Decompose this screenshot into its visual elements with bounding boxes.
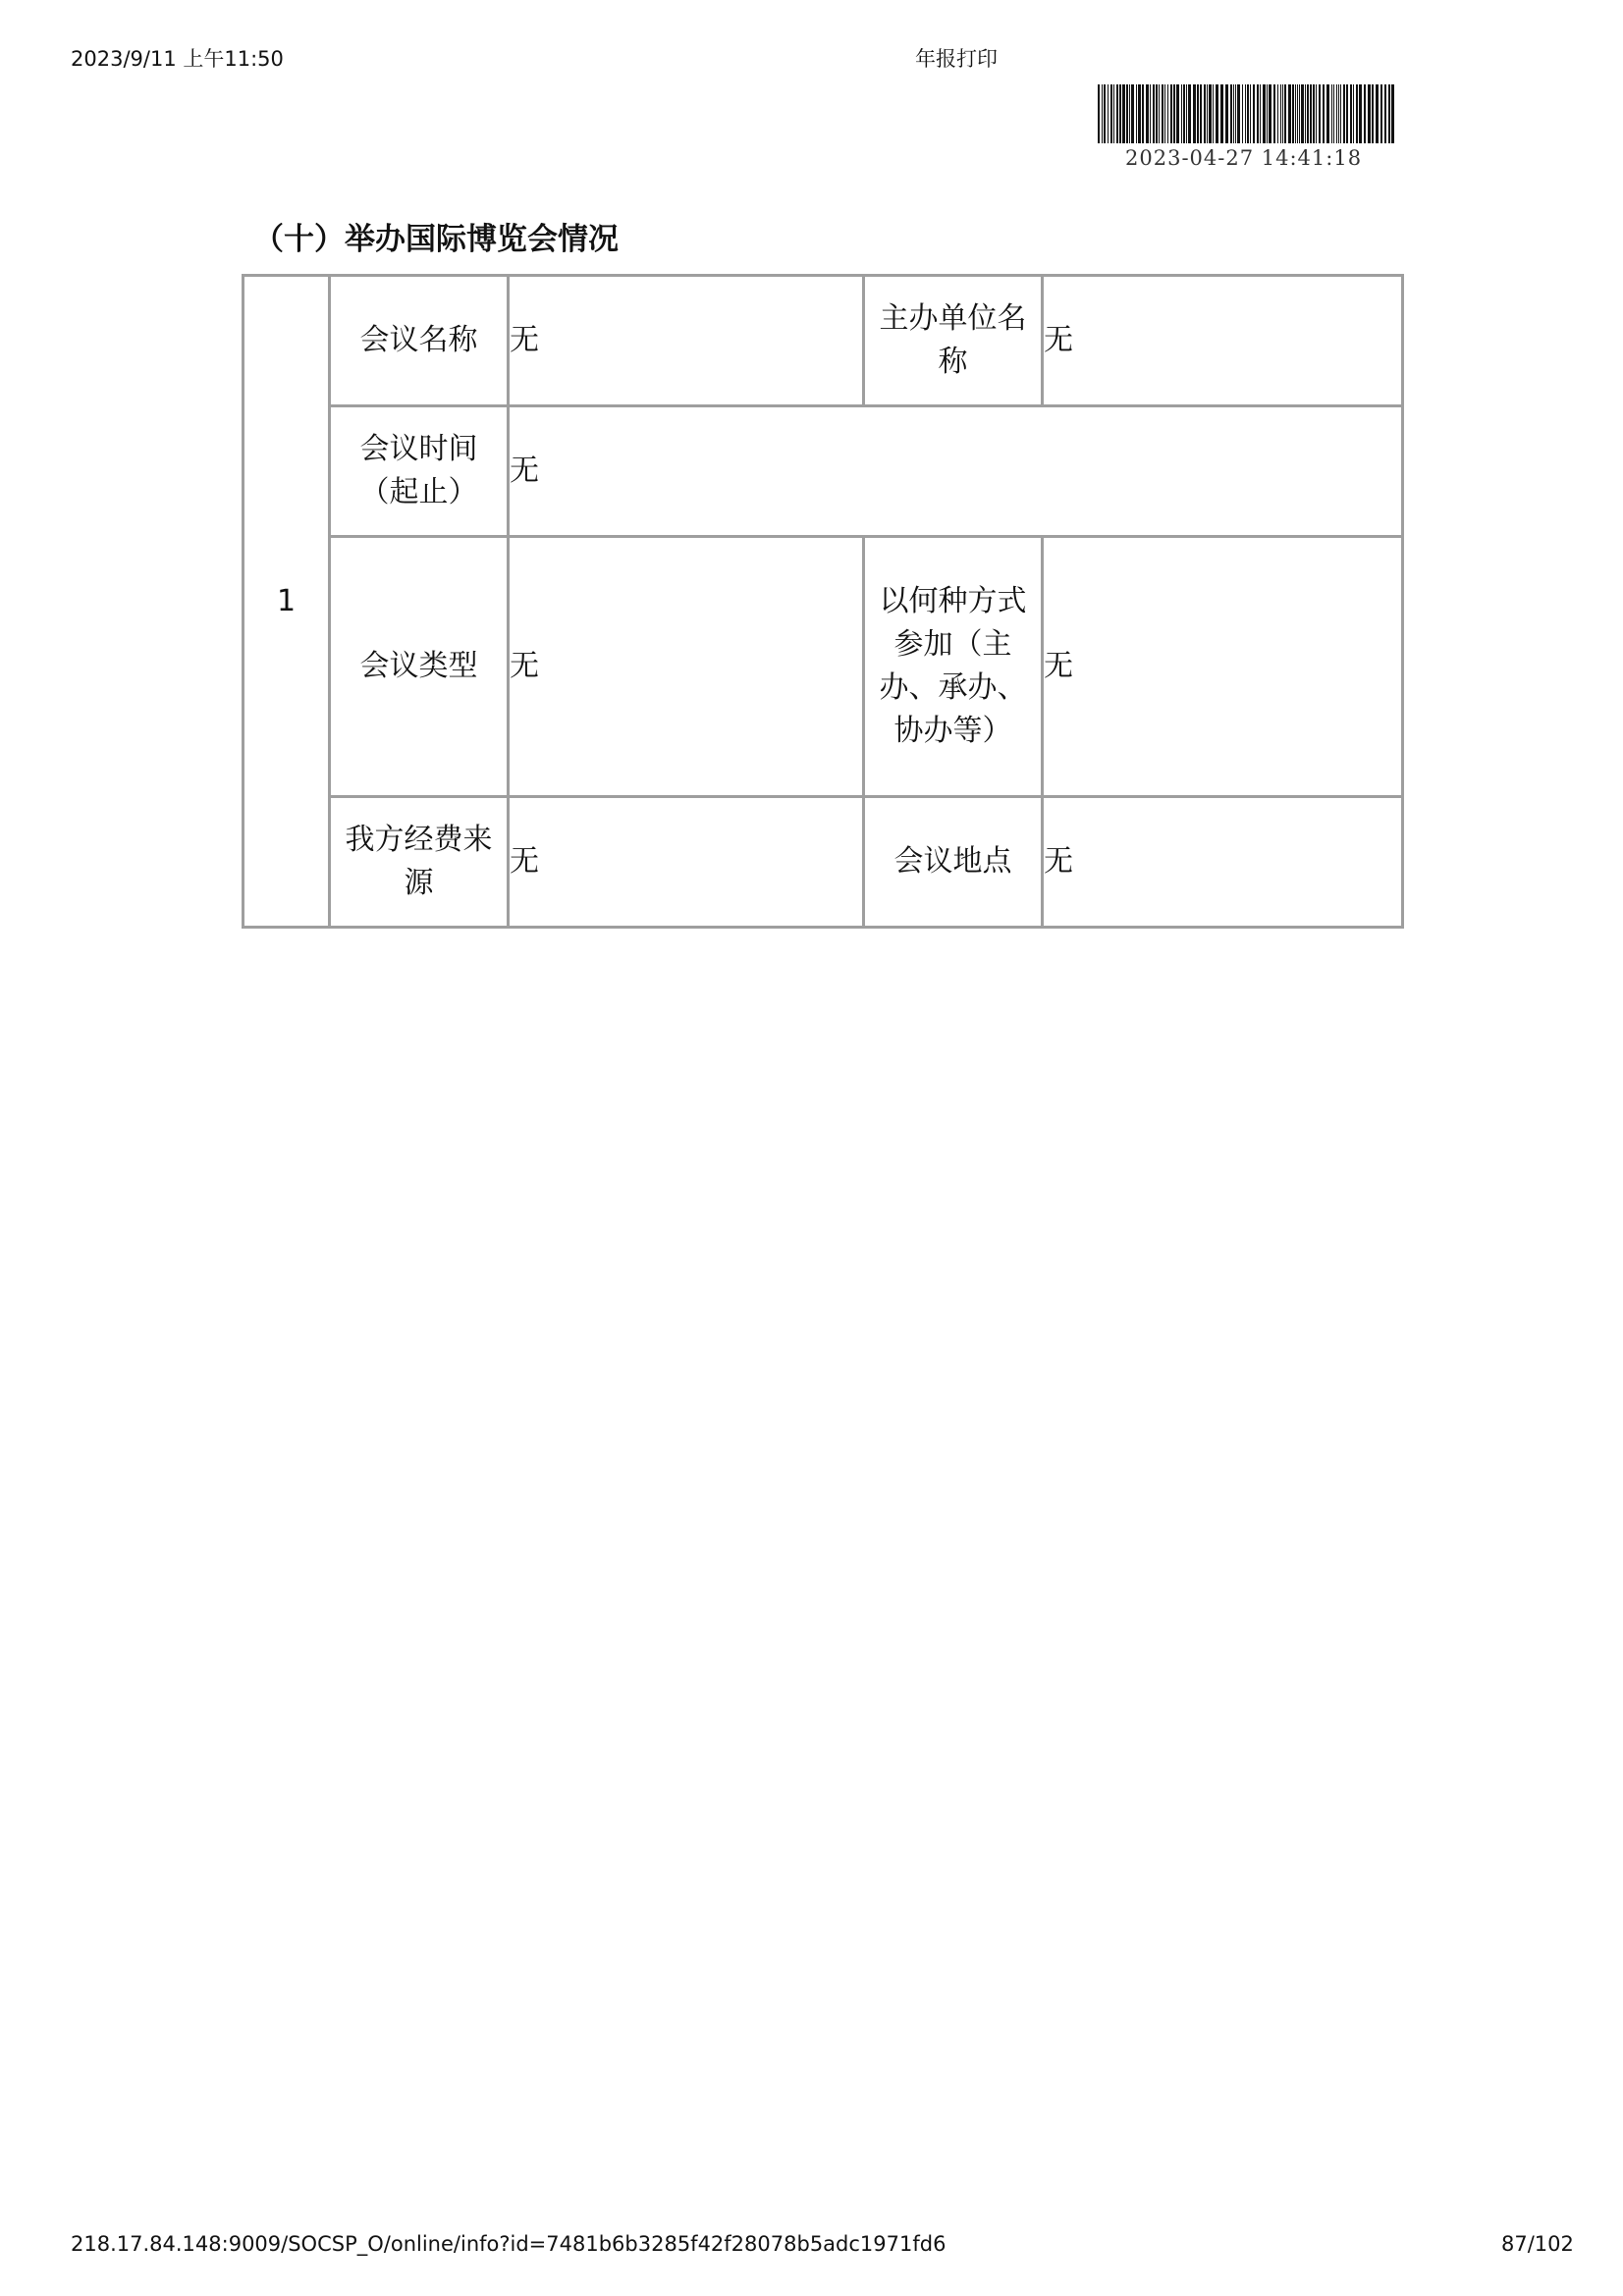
barcode-bar-77 <box>1340 84 1341 143</box>
barcode-bar-30 <box>1193 84 1196 143</box>
barcode-bar-5 <box>1113 84 1114 143</box>
barcode-bar-18 <box>1156 84 1158 143</box>
barcode-bar-0 <box>1098 84 1100 143</box>
barcode-bar-25 <box>1176 84 1179 143</box>
meeting-type-value: 无 <box>509 537 864 797</box>
barcode-bar-72 <box>1326 84 1329 143</box>
barcode-bar-75 <box>1336 84 1337 143</box>
barcode-bar-4 <box>1110 84 1112 143</box>
barcode-bar-19 <box>1159 84 1160 143</box>
barcode-bar-21 <box>1164 84 1165 143</box>
organizer-value: 无 <box>1043 276 1403 406</box>
barcode-bar-6 <box>1116 84 1118 143</box>
table-row <box>243 406 1403 537</box>
barcode-bar-29 <box>1188 84 1191 143</box>
barcode-bar-14 <box>1142 84 1144 143</box>
barcode-bar-32 <box>1200 84 1202 143</box>
participation-mode-value: 无 <box>1043 537 1403 797</box>
funding-source-value: 无 <box>509 797 864 928</box>
barcode-bar-39 <box>1225 84 1228 143</box>
barcode-bar-62 <box>1297 84 1298 143</box>
barcode-bar-35 <box>1209 84 1212 143</box>
barcode-bar-34 <box>1207 84 1208 143</box>
barcode-bar-28 <box>1186 84 1187 143</box>
barcode-bar-69 <box>1316 84 1317 143</box>
table-row <box>243 537 1403 797</box>
meeting-name-value: 无 <box>509 276 864 406</box>
funding-source-label: 我方经费来源 <box>330 797 509 928</box>
barcode-bar-57 <box>1282 84 1283 143</box>
meeting-location-label: 会议地点 <box>864 797 1043 928</box>
barcode-bar-86 <box>1372 84 1374 143</box>
meeting-name-label: 会议名称 <box>330 276 509 406</box>
exhibition-table <box>242 274 1404 929</box>
barcode-bar-58 <box>1284 84 1286 143</box>
barcode-bar-16 <box>1150 84 1151 143</box>
barcode-bar-80 <box>1350 84 1352 143</box>
barcode-bar-10 <box>1129 84 1130 143</box>
barcode-bar-73 <box>1331 84 1332 143</box>
barcode-bar-42 <box>1235 84 1236 143</box>
barcode-bar-24 <box>1173 84 1175 143</box>
barcode-bar-67 <box>1310 84 1312 143</box>
barcode-bar-78 <box>1343 84 1345 143</box>
row-index: 1 <box>243 276 330 928</box>
barcode-bar-90 <box>1388 84 1390 143</box>
barcode-bar-43 <box>1237 84 1240 143</box>
barcode-bar-52 <box>1267 84 1268 143</box>
organizer-label: 主办单位名称 <box>864 276 1043 406</box>
barcode-icon <box>1098 84 1394 143</box>
barcode-bar-50 <box>1260 84 1261 143</box>
barcode-bar-49 <box>1257 84 1259 143</box>
barcode-bar-63 <box>1299 84 1300 143</box>
meeting-location-value: 无 <box>1043 797 1403 928</box>
barcode-bar-11 <box>1131 84 1134 143</box>
barcode-bar-91 <box>1391 84 1394 143</box>
barcode-bar-71 <box>1323 84 1325 143</box>
barcode-bar-74 <box>1333 84 1334 143</box>
barcode-bar-2 <box>1104 84 1106 143</box>
barcode-bar-89 <box>1384 84 1386 143</box>
table-row <box>243 797 1403 928</box>
barcode-bar-13 <box>1138 84 1141 143</box>
barcode-bar-70 <box>1319 84 1321 143</box>
barcode-bar-48 <box>1253 84 1255 143</box>
barcode-bar-60 <box>1292 84 1294 143</box>
meeting-type-label: 会议类型 <box>330 537 509 797</box>
meeting-time-label: 会议时间（起止） <box>330 406 509 537</box>
section-title: （十）举办国际博览会情况 <box>253 222 619 257</box>
barcode-bar-76 <box>1338 84 1339 143</box>
barcode-bar-17 <box>1153 84 1155 143</box>
barcode-bar-1 <box>1102 84 1103 143</box>
barcode-bar-64 <box>1301 84 1304 143</box>
barcode-bar-68 <box>1313 84 1315 143</box>
barcode-bar-41 <box>1233 84 1234 143</box>
barcode-bar-8 <box>1122 84 1125 143</box>
barcode-bar-20 <box>1162 84 1163 143</box>
barcode-bar-37 <box>1216 84 1218 143</box>
barcode-bar-27 <box>1183 84 1185 143</box>
barcode-bar-40 <box>1230 84 1232 143</box>
barcode-bar-26 <box>1181 84 1182 143</box>
barcode-bar-79 <box>1346 84 1348 143</box>
barcode-bar-9 <box>1126 84 1128 143</box>
barcode-bar-81 <box>1353 84 1354 143</box>
barcode-bar-55 <box>1277 84 1278 143</box>
barcode-bar-46 <box>1247 84 1249 143</box>
barcode-bar-15 <box>1146 84 1149 143</box>
barcode-timestamp: 2023-04-27 14:41:18 <box>1125 146 1363 170</box>
barcode-bar-53 <box>1269 84 1271 143</box>
barcode-bar-3 <box>1108 84 1109 143</box>
meeting-time-value: 无 <box>509 406 1403 537</box>
barcode-bar-65 <box>1305 84 1306 143</box>
participation-mode-label: 以何种方式参加（主办、承办、协办等） <box>864 537 1043 797</box>
barcode-bar-83 <box>1359 84 1362 143</box>
barcode-bar-56 <box>1280 84 1281 143</box>
barcode-bar-45 <box>1245 84 1246 143</box>
barcode-bar-12 <box>1136 84 1137 143</box>
barcode-bar-22 <box>1167 84 1168 143</box>
table-row <box>243 276 1403 406</box>
barcode-bar-88 <box>1380 84 1382 143</box>
barcode-bar-87 <box>1376 84 1379 143</box>
barcode-bar-38 <box>1220 84 1223 143</box>
print-datetime: 2023/9/11 上午11:50 <box>71 47 284 71</box>
barcode-bar-44 <box>1242 84 1243 143</box>
barcode-bar-7 <box>1119 84 1121 143</box>
page-number: 87/102 <box>1501 2232 1574 2256</box>
barcode-bar-47 <box>1250 84 1251 143</box>
barcode-bar-51 <box>1263 84 1266 143</box>
barcode-bar-54 <box>1273 84 1275 143</box>
barcode-bar-61 <box>1295 84 1296 143</box>
page-url: 218.17.84.148:9009/SOCSP_O/online/info?id=7481b6b3285f42f28078b5adc1971fd6 <box>71 2232 947 2256</box>
page-header-title: 年报打印 <box>915 47 998 71</box>
barcode-bar-84 <box>1364 84 1366 143</box>
barcode-bar-31 <box>1197 84 1199 143</box>
barcode-bar-33 <box>1204 84 1206 143</box>
barcode-bar-85 <box>1368 84 1371 143</box>
barcode-bar-36 <box>1213 84 1214 143</box>
barcode-bar-66 <box>1307 84 1309 143</box>
barcode-bar-59 <box>1288 84 1291 143</box>
barcode-bar-82 <box>1356 84 1358 143</box>
barcode-bar-23 <box>1170 84 1172 143</box>
